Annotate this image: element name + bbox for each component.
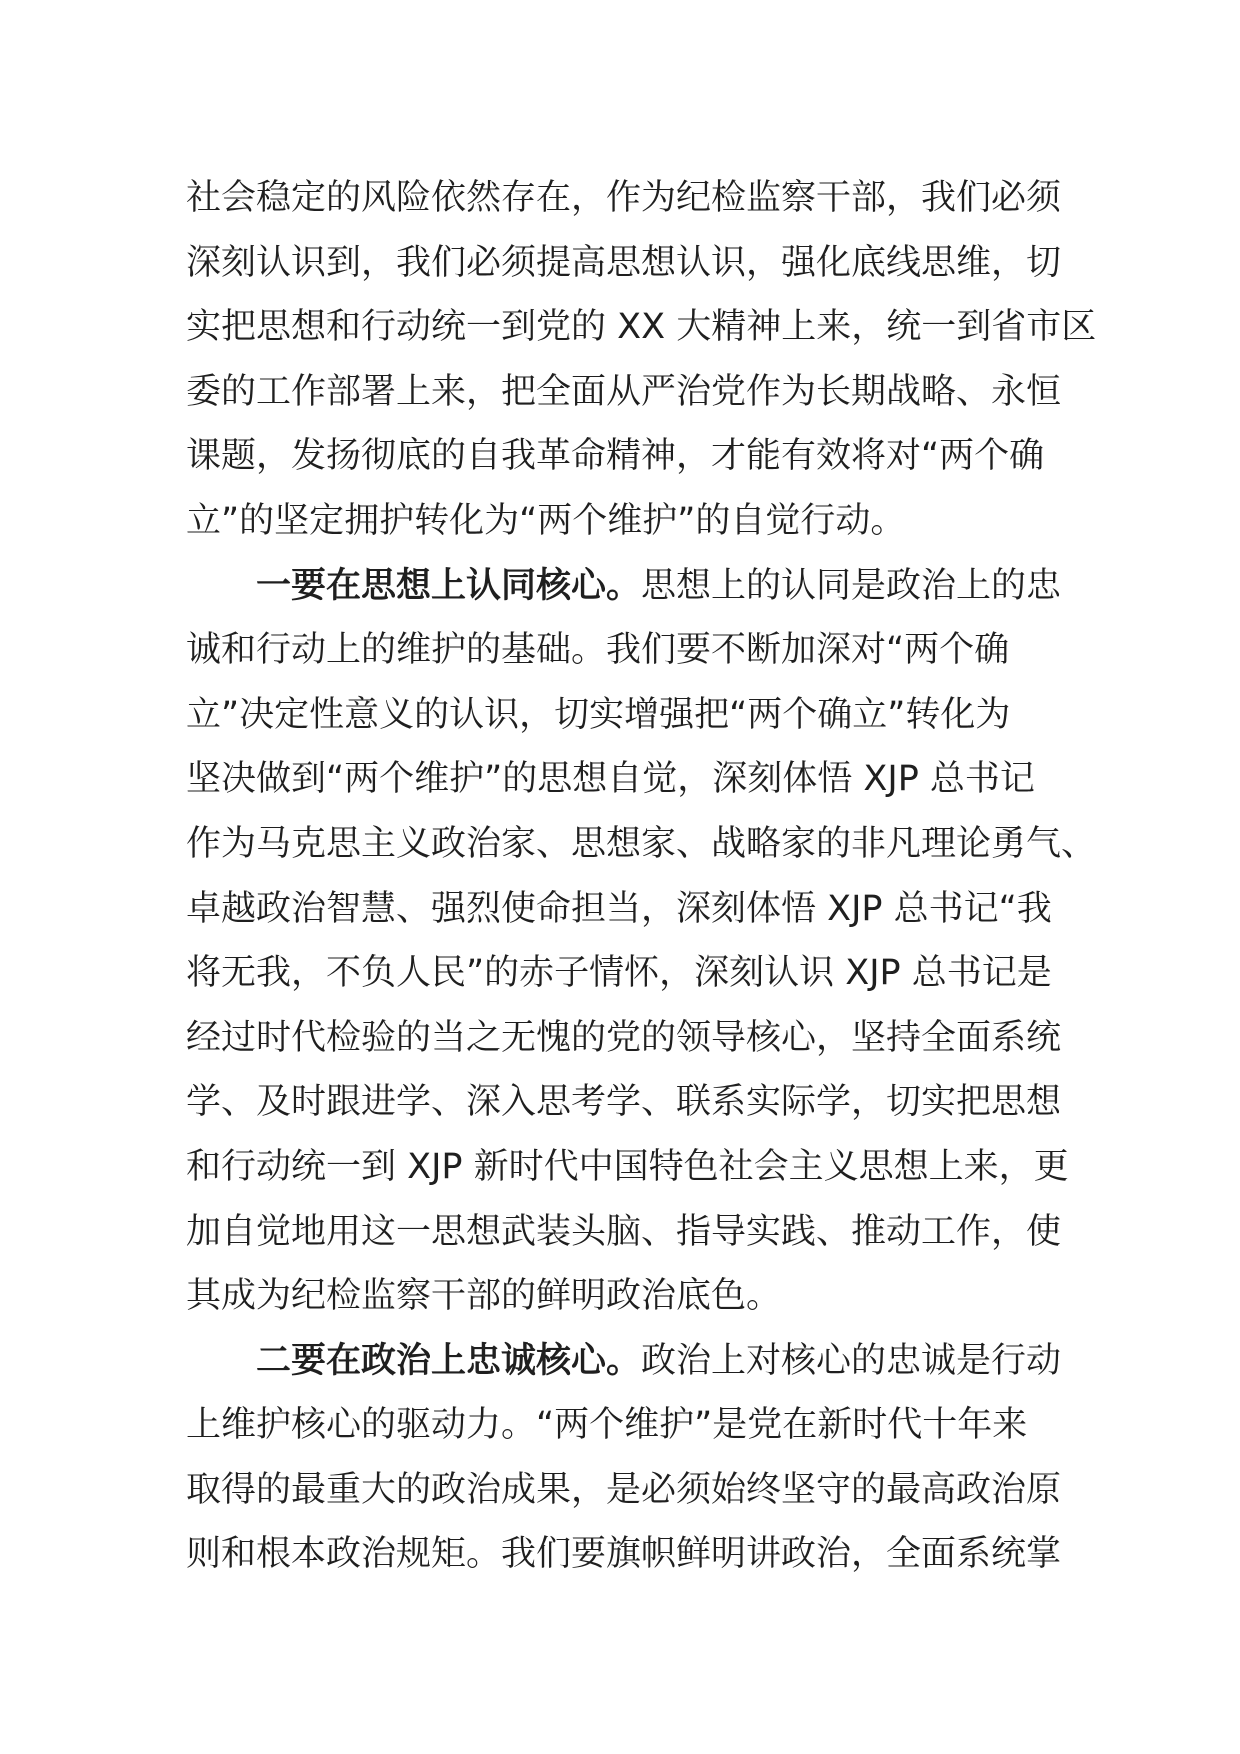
text-line: 课题，发扬彻底的自我革命精神，才能有效将对“两个确 (186, 436, 1045, 477)
section-2-first-line (186, 1329, 1066, 1394)
section-1-heading: 一要在思想上认同核心。 (256, 565, 642, 606)
text-line: 深刻认识到，我们必须提高思想认识，强化底线思维，切 (186, 242, 1062, 283)
text-line: 其成为纪检监察干部的鲜明政治底色。 (186, 1276, 782, 1317)
text-line: 作为马克思主义政治家、思想家、战略家的非凡理论勇气、 (186, 823, 1097, 864)
section-1-first-line-text: 思想上的认同是政治上的忠 (641, 565, 1062, 606)
text-line: 加自觉地用这一思想武装头脑、指导实践、推动工作，使 (186, 1211, 1062, 1252)
text-line: 立”的坚定拥护转化为“两个维护”的自觉行动。 (186, 500, 906, 541)
text-line: 委的工作部署上来，把全面从严治党作为长期战略、永恒 (186, 371, 1062, 412)
section-2-heading: 二要在政治上忠诚核心。 (256, 1340, 642, 1381)
text-line: 实把思想和行动统一到党的 XX 大精神上来，统一到省市区 (186, 307, 1097, 348)
text-line: 经过时代检验的当之无愧的党的领导核心，坚持全面系统 (186, 1017, 1062, 1058)
text-line: 上维护核心的驱动力。“两个维护”是党在新时代十年来 (186, 1405, 1028, 1446)
text-line: 立”决定性意义的认识，切实增强把“两个确立”转化为 (186, 694, 1011, 735)
document-body (186, 166, 1097, 1587)
text-line: 诚和行动上的维护的基础。我们要不断加深对“两个确 (186, 630, 1010, 671)
text-line: 卓越政治智慧、强烈使命担当，深刻体悟 XJP 总书记“我 (186, 888, 1052, 929)
text-line: 坚决做到“两个维护”的思想自觉，深刻体悟 XJP 总书记 (186, 759, 1035, 800)
text-line: 社会稳定的风险依然存在，作为纪检监察干部，我们必须 (186, 178, 1062, 218)
text-line: 将无我，不负人民”的赤子情怀，深刻认识 XJP 总书记是 (186, 953, 1052, 994)
section-2-first-line-text: 政治上对核心的忠诚是行动 (641, 1340, 1062, 1381)
text-line: 和行动统一到 XJP 新时代中国特色社会主义思想上来，更 (186, 1146, 1069, 1187)
section-1-first-line (186, 554, 1066, 619)
text-line: 学、及时跟进学、深入思考学、联系实际学，切实把思想 (186, 1082, 1062, 1123)
text-line: 取得的最重大的政治成果，是必须始终坚守的最高政治原 (186, 1469, 1062, 1510)
text-line: 则和根本政治规矩。我们要旗帜鲜明讲政治，全面系统掌 (186, 1534, 1062, 1575)
